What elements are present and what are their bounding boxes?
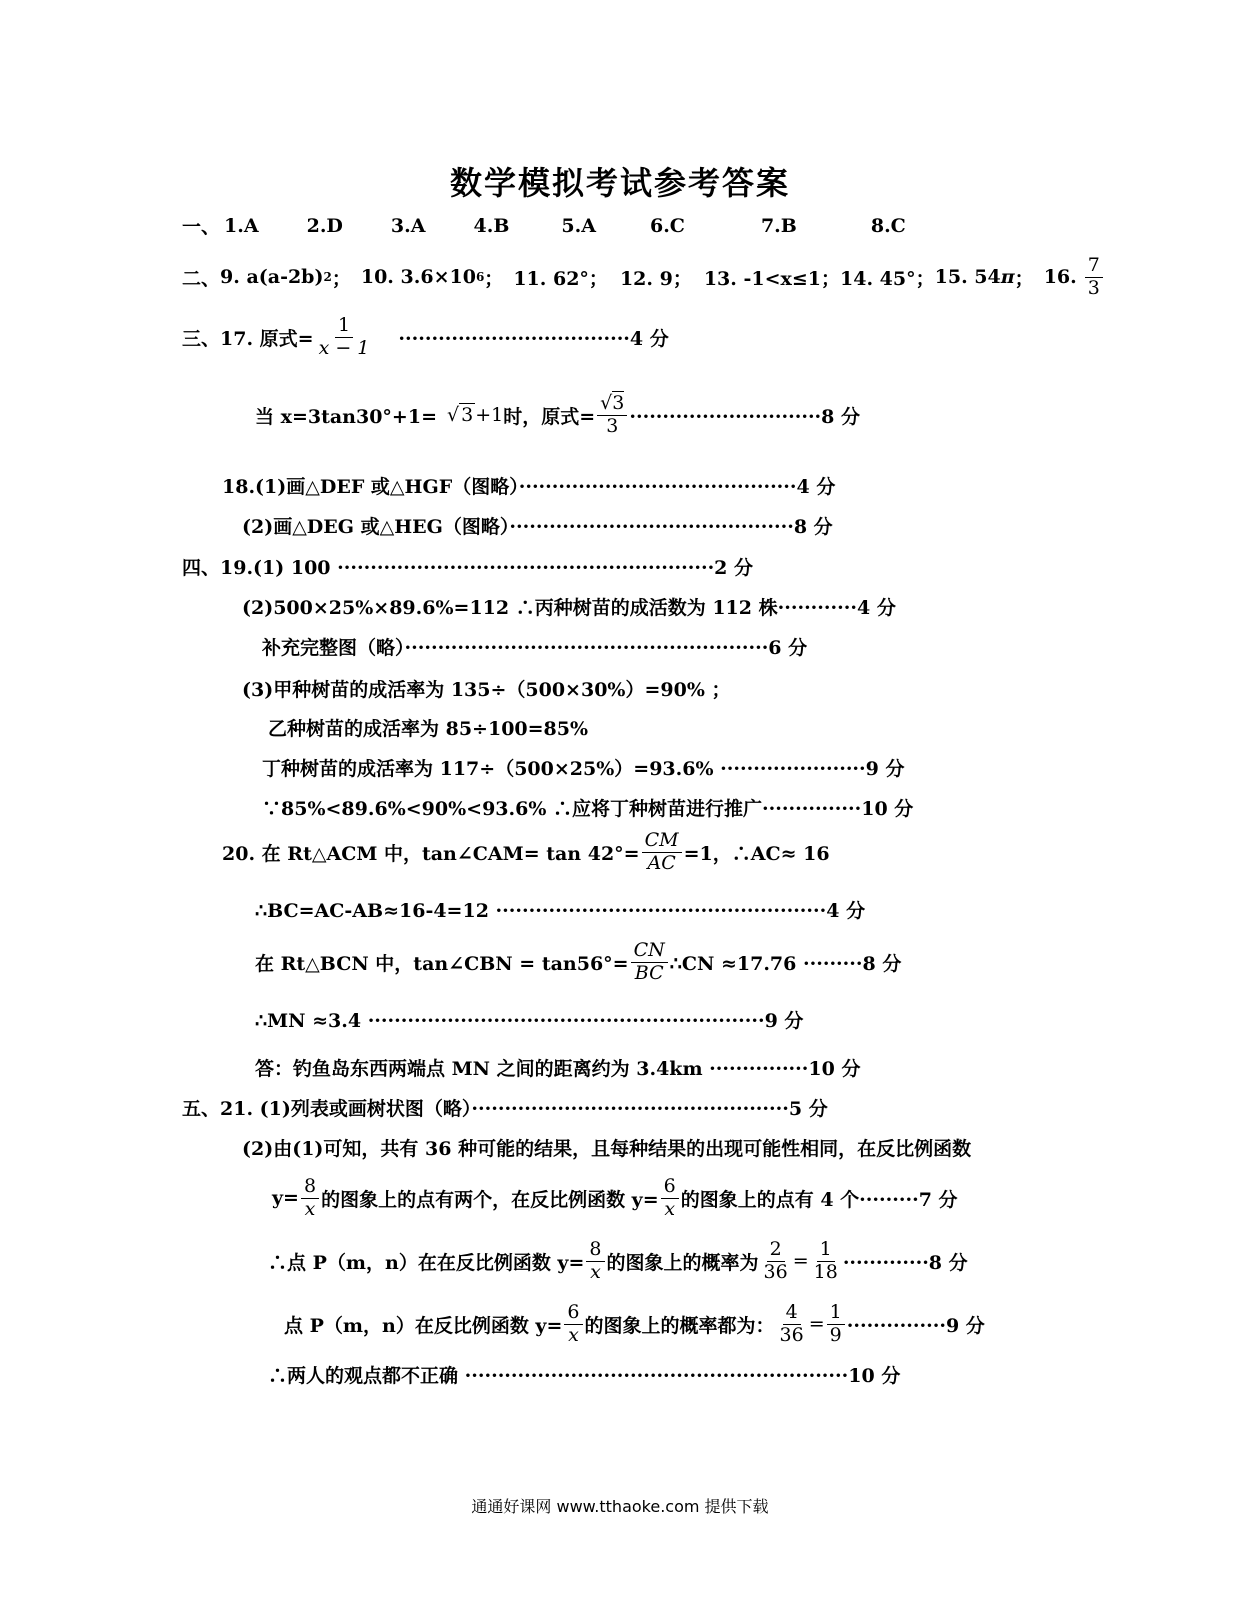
- q17-score-2: ·····························8 分: [629, 405, 861, 428]
- section-2-label: 二、: [182, 267, 221, 290]
- fraction-numerator: 1: [335, 315, 353, 338]
- q20-line-3-text: 在 Rt△BCN 中，tan∠CBN = tan56°=: [255, 952, 629, 975]
- fraction-numerator: 6: [564, 1302, 582, 1325]
- answer-15: 15. 54: [934, 266, 1001, 288]
- answer-5: 5.A: [561, 214, 596, 237]
- q20-fraction-cm-ac: [642, 830, 682, 875]
- radicand: 3: [461, 404, 474, 426]
- fraction-numerator: 1: [827, 1302, 845, 1325]
- fraction-denominator: AC: [647, 851, 676, 874]
- q20-line-1-text: 20. 在 Rt△ACM 中，tan∠CAM= tan 42°=: [222, 842, 640, 865]
- q18-line-2: (2)画△DEG 或△HEG（图略）···········································8 分: [242, 516, 833, 538]
- answer-2: 2.D: [306, 214, 343, 237]
- sqrt-rest: +1: [475, 404, 504, 426]
- answer-10-exponent: 6: [475, 270, 485, 284]
- answer-16: 16.: [1043, 266, 1077, 288]
- fraction-denominator: x − 1: [318, 336, 370, 359]
- q21-fraction-2-36: [761, 1239, 791, 1284]
- q20-line-1-end: =1，∴AC≈ 16: [683, 842, 830, 865]
- q19-line-5: 乙种树苗的成活率为 85÷100=85%: [268, 718, 589, 740]
- q21-fraction-8-x: [301, 1176, 319, 1221]
- fraction-denominator: x: [568, 1323, 579, 1346]
- answer-9-exponent: 2: [323, 270, 332, 284]
- answer-12: 12. 9；: [619, 267, 692, 290]
- q19-line-6: 丁种树苗的成活率为 117÷（500×25%）=93.6% ······················9 分: [262, 758, 905, 780]
- sqrt-expression: √ 3: [447, 404, 474, 426]
- answer-14: 14. 45°；: [840, 267, 935, 290]
- q21-fraction-8-x: [586, 1239, 604, 1284]
- q21-line-5-text: 点 P（m，n）在反比例函数 y=: [284, 1314, 563, 1337]
- q21-y-equals: y=: [272, 1187, 299, 1209]
- answer-15-end: ；: [1014, 267, 1034, 290]
- fraction-denominator: 3: [1087, 276, 1100, 299]
- q17-result-fraction: [597, 393, 627, 438]
- q19-line-4: (3)甲种树苗的成活率为 135÷（500×30%）=90% ；: [242, 679, 731, 701]
- fraction-denominator: 18: [813, 1260, 838, 1283]
- fraction-numerator: 2: [767, 1239, 785, 1262]
- q20-line-1: [222, 824, 830, 880]
- answer-7: 7.B: [760, 214, 797, 237]
- fraction-numerator: 6: [661, 1176, 679, 1199]
- fraction-numerator: 1: [817, 1239, 835, 1262]
- q19-line-3: 补充完整图（略）·······················································6 分: [262, 637, 808, 659]
- section-1-label: 一、: [182, 216, 221, 238]
- q21-line-6: ∴两人的观点都不正确 ··························································10 分: [268, 1365, 901, 1387]
- q21-line-4-end: ·············8 分: [842, 1251, 968, 1274]
- fraction-denominator: 3: [606, 414, 619, 437]
- q21-fraction-6-x: [661, 1176, 679, 1221]
- q17-label: 三、17. 原式=: [182, 327, 314, 350]
- answer-6: 6.C: [649, 214, 685, 237]
- answer-1: 1.A: [224, 214, 259, 237]
- q20-fraction-cn-bc: [631, 940, 668, 985]
- answer-8: 8.C: [870, 214, 906, 237]
- answer-9-end: ；: [331, 267, 351, 290]
- radicand: 3: [612, 391, 625, 414]
- answer-13: 13. -1<x≤1；: [703, 267, 840, 290]
- q20-line-4: ∴MN ≈3.4 ····························································9 分: [255, 1010, 804, 1032]
- q21-line-3-mid: 的图象上的点有两个，在反比例函数 y=: [321, 1188, 659, 1211]
- fraction-denominator: BC: [634, 961, 664, 984]
- fraction-denominator: 36: [763, 1260, 788, 1283]
- q20-line-3-end: ∴CN ≈17.76 ·········8 分: [669, 952, 902, 975]
- pi-symbol: π: [1000, 266, 1015, 288]
- q17-line-1: [182, 312, 669, 362]
- q21-fraction-4-36: [777, 1302, 807, 1347]
- q21-line-5: [284, 1296, 985, 1352]
- q19-line-7: ∵85%<89.6%<90%<93.6% ∴应将丁种树苗进行推广···············10 分: [262, 798, 914, 820]
- answer-4: 4.B: [473, 214, 510, 237]
- q21-fraction-1-9: [827, 1302, 845, 1347]
- fraction-numerator: √3: [597, 393, 627, 416]
- fraction-numerator: 8: [586, 1239, 604, 1262]
- q21-line-4-mid: 的图象上的概率为: [606, 1251, 759, 1274]
- fraction-numerator: 8: [301, 1176, 319, 1199]
- fraction-denominator: x: [590, 1260, 601, 1283]
- answer-9: 9. a(a-2b): [220, 266, 324, 288]
- page-title: 数学模拟考试参考答案: [449, 164, 790, 202]
- q21-line-4-text: ∴点 P（m，n）在在反比例函数 y=: [268, 1251, 585, 1274]
- fraction-denominator: x: [304, 1197, 316, 1220]
- answer-11: 11. 62°；: [513, 267, 608, 290]
- fraction-numerator: CN: [631, 940, 668, 963]
- q21-line-3: [272, 1170, 958, 1226]
- q21-fraction-1-18: [811, 1239, 841, 1284]
- q20-line-5: 答：钓鱼岛东西两端点 MN 之间的距离约为 3.4km ···············10 分: [255, 1058, 861, 1080]
- q21-fraction-6-x: [564, 1302, 582, 1347]
- fraction-numerator: 7: [1085, 255, 1103, 278]
- q21-line-5-end: ···············9 分: [846, 1314, 985, 1337]
- q17-line-2: [255, 388, 860, 442]
- answer-3: 3.A: [390, 214, 426, 237]
- q21-line-5-mid: 的图象上的概率都为：: [584, 1314, 775, 1337]
- answer-10-end: ；: [484, 267, 504, 290]
- q17-fraction: [316, 315, 373, 360]
- q17-score-1: ···································4 分: [398, 327, 669, 350]
- q19-line-1: 四、19.(1) 100 ·························································2 分: [182, 557, 754, 579]
- answer-10: 10. 3.6×10: [360, 266, 476, 288]
- q20-line-2: ∴BC=AC-AB≈16-4=12 ··················································4 分: [255, 900, 866, 922]
- fraction-numerator: CM: [642, 830, 682, 853]
- q21-line-3-end: 的图象上的点有 4 个·········7 分: [680, 1188, 958, 1211]
- footer-credit: 通通好课网 www.tthaoke.com 提供下载: [471, 1497, 769, 1516]
- section-2-answers: [182, 252, 1105, 302]
- equals-sign: =: [808, 1313, 825, 1335]
- q21-line-1: 五、21. (1)列表或画树状图（略）················································5 分: [182, 1098, 828, 1120]
- section-1-answers: [182, 212, 906, 239]
- q19-line-2: (2)500×25%×89.6%=112 ∴丙种树苗的成活数为 112 株············4 分: [242, 597, 896, 619]
- fraction-denominator: 9: [829, 1323, 842, 1346]
- fraction-numerator: 4: [783, 1302, 801, 1325]
- q21-line-4: [268, 1233, 968, 1289]
- fraction-denominator: 36: [779, 1323, 804, 1346]
- q17-when-end: 时，原式=: [503, 405, 596, 428]
- q20-line-3: [255, 934, 901, 990]
- q21-line-2: (2)由(1)可知，共有 36 种可能的结果，且每种结果的出现可能性相同，在反比例函数: [242, 1138, 972, 1160]
- q18-line-1: 18.(1)画△DEF 或△HGF（图略）··········································4 分: [222, 476, 836, 498]
- q17-when-text: 当 x=3tan30°+1=: [255, 405, 437, 428]
- fraction-denominator: x: [664, 1197, 676, 1220]
- answer-16-fraction: [1085, 255, 1103, 300]
- equals-sign: =: [792, 1250, 809, 1272]
